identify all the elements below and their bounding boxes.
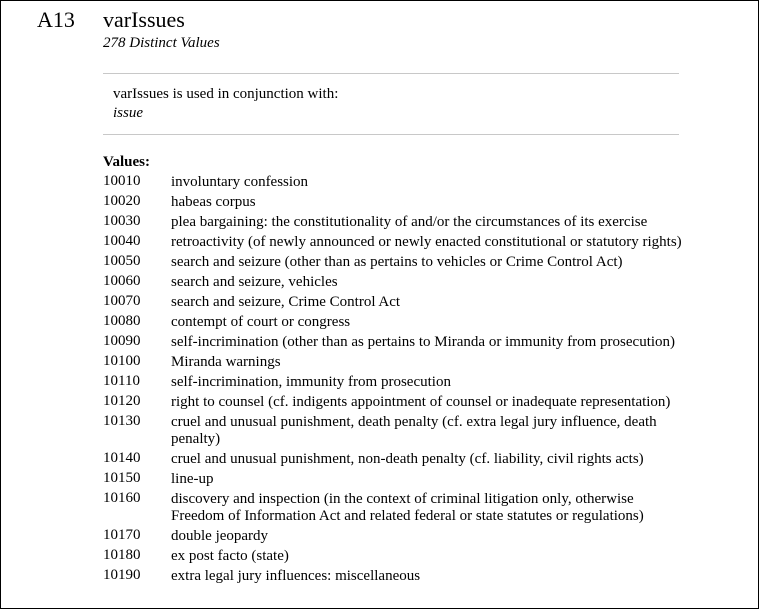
value-row: [103, 353, 693, 371]
divider-top: [103, 73, 679, 74]
value-row: [103, 253, 693, 271]
value-row: [103, 470, 693, 488]
conjunction-variable: issue: [113, 105, 143, 121]
value-code: 10090: [103, 333, 141, 349]
value-label: retroactivity (of newly announced or newly enacted constitutional or statutory rights): [171, 234, 682, 250]
value-label: double jeopardy: [171, 528, 269, 544]
value-code: 10130: [103, 413, 141, 429]
value-code: 10050: [103, 253, 141, 269]
value-label: involuntary confession: [171, 174, 309, 190]
value-code: 10170: [103, 527, 141, 543]
value-code: 10080: [103, 313, 141, 329]
value-label: discovery and inspection (in the context of criminal litigation only, otherwise Freedom of Information Act and related federal or state statutes or regulations): [171, 491, 644, 524]
value-row: [103, 273, 693, 291]
value-code: 10110: [103, 373, 140, 389]
value-label: Miranda warnings: [171, 354, 281, 370]
value-row: [103, 490, 693, 525]
value-row: [103, 547, 693, 565]
value-code: 10160: [103, 490, 141, 506]
value-label: search and seizure, Crime Control Act: [171, 294, 401, 310]
value-row: [103, 313, 693, 331]
value-row: [103, 567, 693, 585]
value-row: [103, 233, 693, 251]
value-code: 10120: [103, 393, 141, 409]
value-row: [103, 527, 693, 545]
value-row: [103, 393, 693, 411]
value-code: 10060: [103, 273, 141, 289]
value-label: right to counsel (cf. indigents appointment of counsel or inadequate representation): [171, 394, 671, 410]
value-label: self-incrimination, immunity from prosecution: [171, 374, 451, 390]
value-label: habeas corpus: [171, 194, 256, 210]
values-list: [103, 173, 693, 587]
value-label: ex post facto (state): [171, 548, 289, 564]
value-row: [103, 173, 693, 191]
value-label: extra legal jury influences: miscellaneous: [171, 568, 421, 584]
value-label: line-up: [171, 471, 214, 487]
value-code: 10190: [103, 567, 141, 583]
value-code: 10140: [103, 450, 141, 466]
divider-bottom: [103, 134, 679, 135]
value-row: [103, 333, 693, 351]
variable-title: varIssues: [103, 7, 185, 32]
value-code: 10180: [103, 547, 141, 563]
value-row: [103, 450, 693, 468]
value-row: [103, 373, 693, 391]
value-label: search and seizure (other than as pertains to vehicles or Crime Control Act): [171, 254, 623, 270]
variable-code: A13: [37, 7, 75, 32]
value-label: cruel and unusual punishment, non-death penalty (cf. liability, civil rights acts): [171, 451, 644, 467]
value-label: search and seizure, vehicles: [171, 274, 338, 290]
conjunction-text: varIssues is used in conjunction with:: [113, 86, 339, 102]
value-code: 10150: [103, 470, 141, 486]
value-row: [103, 293, 693, 311]
value-label: cruel and unusual punishment, death penalty (cf. extra legal jury influence, death penalty): [171, 414, 657, 447]
distinct-values-count: 278 Distinct Values: [103, 35, 220, 51]
value-code: 10010: [103, 173, 141, 189]
values-heading: Values:: [103, 154, 150, 170]
value-label: plea bargaining: the constitutionality of and/or the circumstances of its exercise: [171, 214, 648, 230]
value-row: [103, 193, 693, 211]
value-code: 10030: [103, 213, 141, 229]
value-row: [103, 413, 693, 448]
value-code: 10020: [103, 193, 141, 209]
value-row: [103, 213, 693, 231]
value-code: 10100: [103, 353, 141, 369]
value-label: self-incrimination (other than as pertains to Miranda or immunity from prosecution): [171, 334, 676, 350]
value-label: contempt of court or congress: [171, 314, 351, 330]
value-code: 10070: [103, 293, 141, 309]
value-code: 10040: [103, 233, 141, 249]
